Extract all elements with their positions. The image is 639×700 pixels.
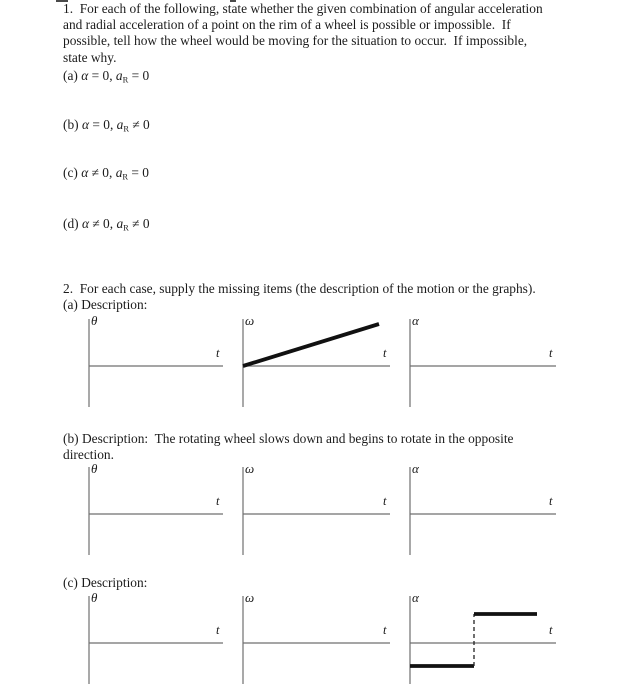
y-axis-label: θ [91, 461, 98, 476]
t-axis-label: t [549, 494, 553, 508]
t-axis-label: t [383, 494, 387, 508]
t-axis-label: t [549, 346, 553, 360]
t-axis-label: t [383, 623, 387, 637]
q1-item-b: (b) α = 0, $a_R \ne 0$ [63, 117, 150, 134]
question-2-intro [63, 281, 536, 313]
graph-canvas [242, 319, 402, 411]
y-axis-label: θ [91, 313, 98, 328]
q1-item-a: (a) α = 0, $a_R = 0$ [63, 68, 150, 85]
y-axis-label: ω [245, 461, 255, 476]
y-axis-label: α [412, 590, 419, 605]
graph-canvas [242, 467, 402, 559]
text-line: direction. [63, 447, 114, 463]
y-axis-label: θ [91, 590, 98, 605]
t-axis-label: t [549, 623, 553, 637]
text-line: (b) Description: The rotating wheel slows down and begins to rotate in the opposite [63, 431, 514, 446]
graph-canvas [409, 319, 569, 411]
q1-item-d: (d) α ≠ 0, $a_R \ne 0$ [63, 216, 150, 233]
text-line: and radial acceleration of a point on the rim of a wheel is possible or impossible. If [63, 17, 511, 33]
graph-2c-alpha [409, 590, 569, 688]
graph-canvas [409, 467, 569, 559]
graph-2a-alpha [409, 313, 569, 411]
y-axis-label: ω [245, 590, 255, 605]
question-1-text [63, 1, 543, 66]
graph-2c-omega [242, 590, 402, 688]
part-b-description [63, 431, 513, 463]
y-axis-label: α [412, 313, 419, 328]
text-line: 1. For each of the following, state whether the given combination of angular acceleration [63, 1, 543, 16]
graph-canvas [409, 596, 569, 688]
graph-2b-theta [88, 461, 248, 559]
curve-segment [243, 324, 379, 366]
graph-canvas [88, 596, 248, 688]
graph-2b-omega [242, 461, 402, 559]
graph-canvas [88, 319, 248, 411]
text-line: possible, tell how the wheel would be moving for the situation to occur. If impossible, [63, 33, 528, 49]
graph-2a-theta [88, 313, 248, 411]
graph-canvas [88, 467, 248, 559]
t-axis-label: t [216, 494, 220, 508]
t-axis-label: t [383, 346, 387, 360]
text-line: state why. [63, 49, 117, 65]
y-axis-label: α [412, 461, 419, 476]
part-c-description [63, 575, 147, 591]
graph-canvas [242, 596, 402, 688]
y-axis-label: ω [245, 313, 255, 328]
graph-2c-theta [88, 590, 248, 688]
part-c-description-label: (c) Description: [63, 575, 148, 590]
part-a-description-label: (a) Description: [63, 297, 148, 313]
graph-2b-alpha [409, 461, 569, 559]
text-line: 2. For each case, supply the missing items (the description of the motion or the graphs). [63, 281, 536, 296]
q1-item-c: (c) α ≠ 0, $a_R = 0$ [63, 165, 150, 182]
graph-2a-omega [242, 313, 402, 411]
t-axis-label: t [216, 346, 220, 360]
t-axis-label: t [216, 623, 220, 637]
